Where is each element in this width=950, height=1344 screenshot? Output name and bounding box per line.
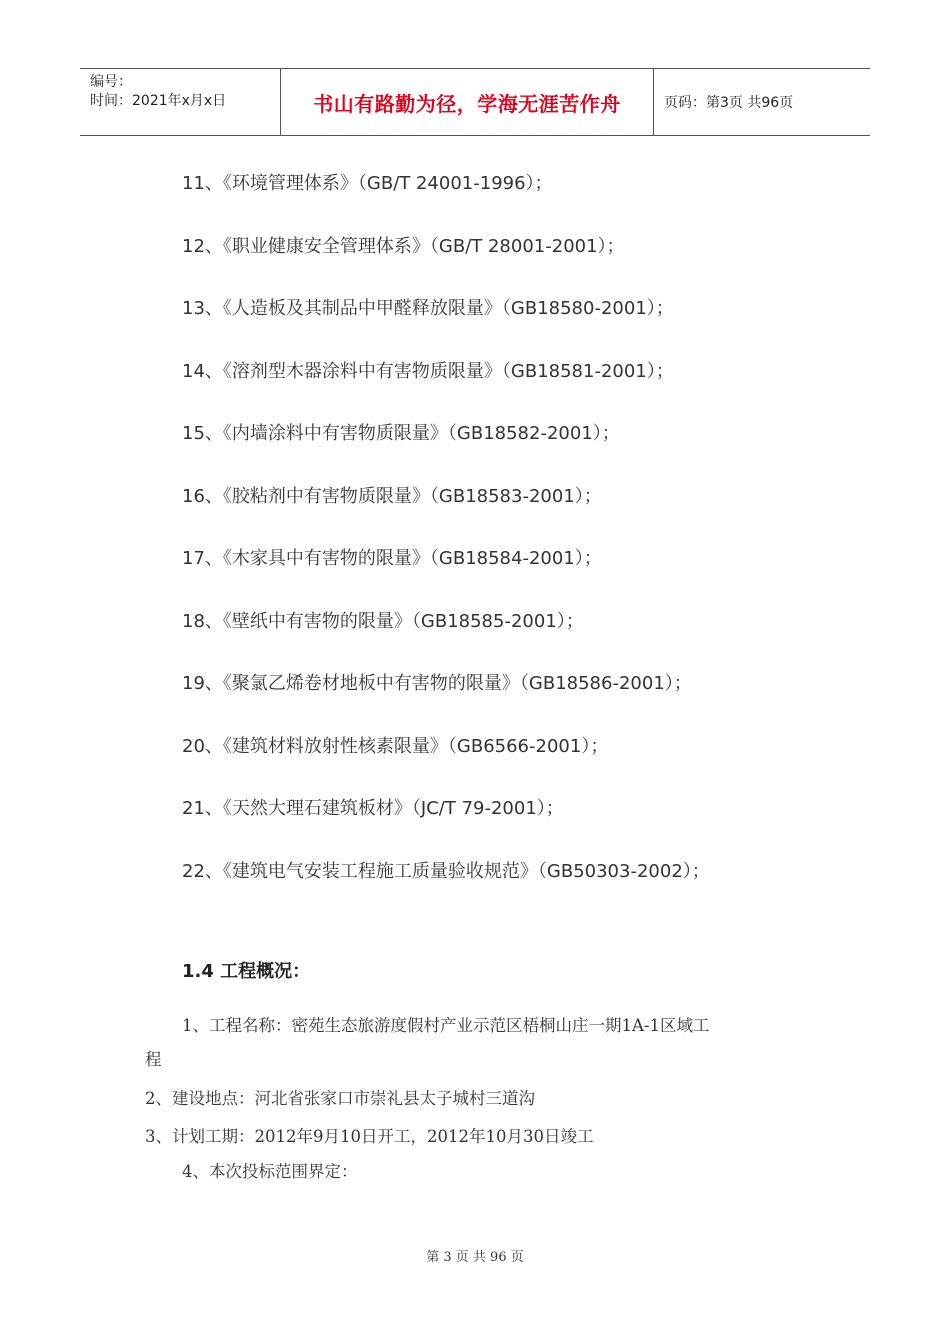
project-name-line: 1、工程名称：密苑生态旅游度假村产业示范区梧桐山庄一期1A-1区域工	[182, 1016, 710, 1035]
standards-list	[182, 170, 710, 920]
standard-text: 、《壁纸中有害物的限量》（GB18585-2001）；	[204, 610, 584, 632]
standard-item	[182, 295, 710, 358]
header-meta-cell	[80, 69, 281, 135]
standard-text: 、《聚氯乙烯卷材地板中有害物的限量》（GB18586-2001）；	[204, 673, 692, 694]
project-schedule: 3、计划工期：2012年9月10日开工，2012年10月30日竣工	[145, 1127, 594, 1146]
standard-number: 18	[182, 610, 205, 632]
standard-number: 20	[182, 735, 205, 757]
standard-number: 21	[182, 798, 205, 819]
standard-text: 、《胶粘剂中有害物质限量》（GB18583-2001）；	[204, 485, 602, 507]
standard-item	[182, 795, 710, 858]
page-info: 页码：第3页 共96页	[664, 95, 794, 111]
standard-item	[182, 420, 710, 483]
motto-text: 书山有路勤为径，学海无涯苦作舟	[313, 91, 621, 116]
standard-number: 17	[182, 548, 205, 569]
page-header	[80, 68, 870, 136]
standard-text: 、《环境管理体系》（GB/T 24001-1996）；	[204, 173, 553, 194]
standard-item	[182, 608, 710, 671]
standard-item	[182, 483, 710, 546]
standard-number: 19	[182, 673, 205, 694]
standard-number: 16	[182, 485, 205, 507]
section-title: 1.4 工程概况：	[182, 961, 311, 982]
standard-item	[182, 733, 710, 796]
standard-item	[182, 545, 710, 608]
standard-text: 、《职业健康安全管理体系》（GB/T 28001-2001）；	[204, 235, 625, 257]
standard-number: 15	[182, 423, 205, 444]
standard-number: 13	[182, 298, 205, 319]
standard-text: 、《溶剂型木器涂料中有害物质限量》（GB18581-2001）；	[204, 360, 674, 382]
bid-scope: 4、本次投标范围界定：	[182, 1162, 358, 1181]
standard-text: 、《天然大理石建筑板材》（JC/T 79-2001）；	[204, 798, 564, 819]
standard-number: 12	[182, 235, 205, 257]
standard-item	[182, 170, 710, 233]
project-name-wrap: 程	[145, 1050, 162, 1069]
standard-item	[182, 358, 710, 421]
standard-item	[182, 233, 710, 296]
standard-text: 、《人造板及其制品中甲醛释放限量》（GB18580-2001）；	[204, 298, 674, 319]
standard-text: 、《建筑电气安装工程施工质量验收规范》（GB50303-2002）；	[204, 860, 710, 882]
page-footer: 第 3 页 共 96 页	[426, 1250, 524, 1265]
standard-number: 11	[182, 173, 205, 194]
standard-item	[182, 858, 710, 921]
standard-text: 、《木家具中有害物的限量》（GB18584-2001）；	[204, 548, 602, 569]
standard-number: 14	[182, 360, 205, 382]
serial-label: 编号：	[90, 74, 132, 90]
header-page-cell	[654, 69, 870, 135]
header-motto-cell	[281, 69, 654, 135]
standard-text: 、《建筑材料放射性核素限量》（GB6566-2001）；	[204, 735, 609, 757]
project-location: 2、建设地点：河北省张家口市崇礼县太子城村三道沟	[145, 1089, 535, 1108]
standard-text: 、《内墙涂料中有害物质限量》（GB18582-2001）；	[204, 423, 620, 444]
date-label: 时间：2021年x月x日	[90, 93, 227, 109]
standard-item	[182, 670, 710, 733]
standard-number: 22	[182, 860, 205, 882]
